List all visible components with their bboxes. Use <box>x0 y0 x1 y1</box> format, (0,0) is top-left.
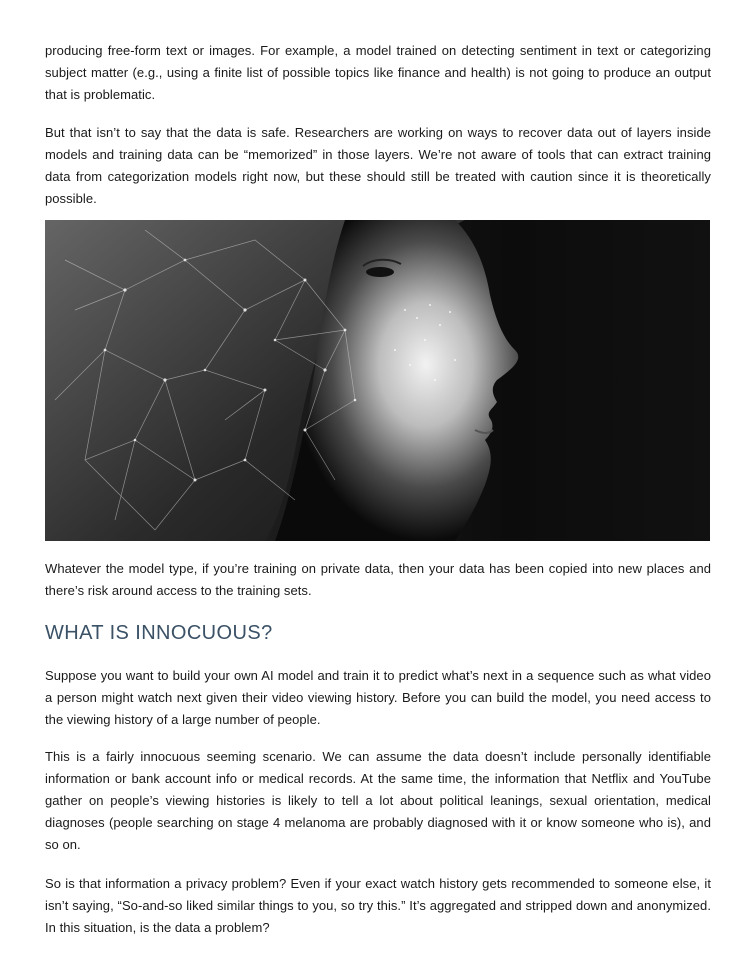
section-heading: WHAT IS INNOCUOUS? <box>45 622 273 644</box>
paragraph-innocuous-scenario: This is a fairly innocuous seeming scenario. We can assume the data doesn’t include personally identifiable information or bank account info or medical records. At the same time, the information that Netflix and YouTube gather on people’s viewing histories is likely to tell a lot about political leanings, sexual orientation, medical diagnoses (people searching on stage 4 melanoma are probably diagnosed with it or know someone who is), and so on. <box>45 749 711 852</box>
paragraph-model-output: producing free-form text or images. For example, a model trained on detecting sentiment in text or categorizing subject matter (e.g., using a finite list of possible topics like finance and health) is not going to produce an output that is problematic. <box>45 43 711 102</box>
paragraph-privacy-question: So is that information a privacy problem? Even if your exact watch history gets recommended to someone else, it isn’t saying, “So-and-so liked similar things to you, so try this.” It’s aggregated and stripped down and anonymized. In this situation, is the data a problem? <box>45 876 711 935</box>
article-image-network-face <box>45 220 710 541</box>
paragraph-private-data-risk: Whatever the model type, if you’re training on private data, then your data has been copied into new places and there’s risk around access to the training sets. <box>45 561 711 598</box>
paragraph-build-model: Suppose you want to build your own AI model and train it to predict what’s next in a sequence such as what video a person might watch next given their video viewing history. Before you can build the model, you need access to the viewing history of a large number of people. <box>45 668 711 727</box>
paragraph-data-safety: But that isn’t to say that the data is safe. Researchers are working on ways to recover data out of layers inside models and training data can be “memorized” in those layers. We’re not aware of tools that can extract training data from categorization models right now, but these should still be treated with caution since it is theoretically possible. <box>45 125 711 206</box>
network-face-illustration <box>45 220 710 541</box>
eye-shape <box>366 267 394 277</box>
